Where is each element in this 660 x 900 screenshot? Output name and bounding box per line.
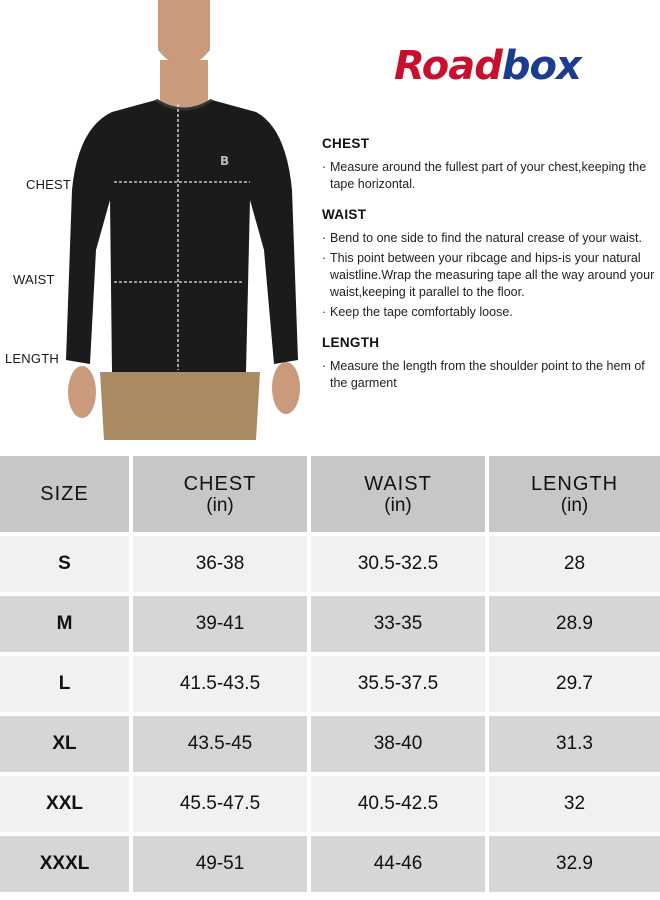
table-cell-chest: 45.5-47.5 xyxy=(133,776,307,832)
model-illustration xyxy=(60,0,310,440)
table-header-length xyxy=(489,456,660,532)
header-title: CHEST xyxy=(183,472,257,495)
table-cell-size: XL xyxy=(0,716,129,772)
table-cell-waist: 30.5-32.5 xyxy=(311,536,485,592)
table-cell-waist: 40.5-42.5 xyxy=(311,776,485,832)
table-cell-chest: 41.5-43.5 xyxy=(133,656,307,712)
figure-label-chest: CHEST xyxy=(26,177,72,192)
model-pants xyxy=(100,372,260,440)
table-cell-size: S xyxy=(0,536,129,592)
header-title: SIZE xyxy=(40,482,89,505)
guide-list-chest xyxy=(322,159,658,193)
table-cell-chest: 43.5-45 xyxy=(133,716,307,772)
header-title: WAIST xyxy=(364,472,432,495)
table-cell-waist: 38-40 xyxy=(311,716,485,772)
guide-item: · Keep the tape comfortably loose. xyxy=(322,304,658,321)
model-left-hand xyxy=(68,366,96,418)
guide-section-length xyxy=(322,335,658,392)
guide-title-chest: CHEST xyxy=(322,136,370,151)
guide-section-chest xyxy=(322,136,658,193)
shirt-logo-icon: B xyxy=(220,154,230,168)
measuring-guide xyxy=(322,136,658,406)
table-cell-chest: 39-41 xyxy=(133,596,307,652)
table-header-chest xyxy=(133,456,307,532)
table-cell-waist: 35.5-37.5 xyxy=(311,656,485,712)
figure-label-length: LENGTH xyxy=(5,351,59,366)
guide-title-waist: WAIST xyxy=(322,207,367,222)
brand-logo xyxy=(394,43,581,89)
model-shirt xyxy=(66,100,298,372)
table-cell-waist: 33-35 xyxy=(311,596,485,652)
guide-item: · Measure around the fullest part of your chest,keeping the tape horizontal. xyxy=(322,159,658,193)
size-chart-table xyxy=(0,456,660,892)
table-cell-length: 28 xyxy=(489,536,660,592)
table-cell-waist: 44-46 xyxy=(311,836,485,892)
guide-list-length xyxy=(322,358,658,392)
table-cell-size: XXXL xyxy=(0,836,129,892)
guide-section-waist xyxy=(322,207,658,321)
model-right-hand xyxy=(272,362,300,414)
header-unit: (in) xyxy=(384,494,412,516)
table-header-waist xyxy=(311,456,485,532)
brand-logo-part1: Road xyxy=(394,43,502,89)
header-unit: (in) xyxy=(206,494,234,516)
guide-item: · This point between your ribcage and hips-is your natural waistline.Wrap the measuring tape all the way around your waist,keeping it parallel to the floor. xyxy=(322,250,658,301)
table-cell-chest: 36-38 xyxy=(133,536,307,592)
table-cell-length: 32.9 xyxy=(489,836,660,892)
table-cell-size: L xyxy=(0,656,129,712)
header-unit: (in) xyxy=(560,494,589,516)
table-cell-length: 31.3 xyxy=(489,716,660,772)
table-cell-length: 32 xyxy=(489,776,660,832)
table-cell-length: 29.7 xyxy=(489,656,660,712)
header-title: LENGTH xyxy=(530,472,619,495)
table-header-size xyxy=(0,456,129,532)
guide-list-waist xyxy=(322,230,658,321)
model-head xyxy=(158,0,210,66)
table-cell-size: M xyxy=(0,596,129,652)
table-cell-size: XXL xyxy=(0,776,129,832)
guide-item: · Bend to one side to find the natural crease of your waist. xyxy=(322,230,658,247)
brand-logo-part2: box xyxy=(501,43,581,89)
table-cell-length: 28.9 xyxy=(489,596,660,652)
guide-item: · Measure the length from the shoulder point to the hem of the garment xyxy=(322,358,658,392)
table-cell-chest: 49-51 xyxy=(133,836,307,892)
guide-title-length: LENGTH xyxy=(322,335,380,350)
figure-label-waist: WAIST xyxy=(13,272,55,287)
